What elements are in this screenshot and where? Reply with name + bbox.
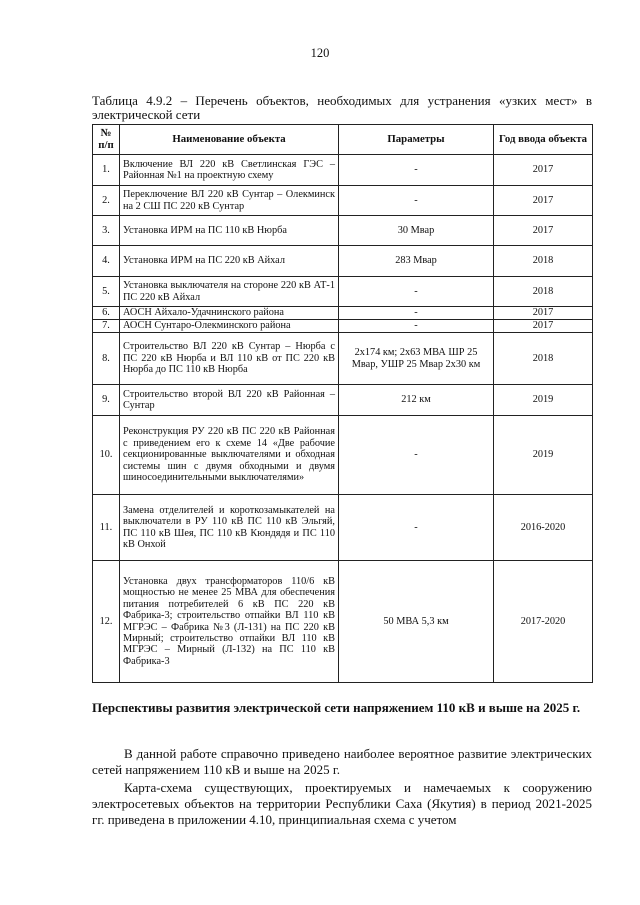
table-row [93, 216, 593, 246]
header-year: Год ввода объекта [494, 125, 593, 155]
row-params: - [339, 416, 494, 495]
table-row [93, 416, 593, 495]
row-params: 212 км [339, 385, 494, 416]
row-name: Строительство второй ВЛ 220 кВ Районная – Сунтар [120, 385, 339, 416]
row-params: - [339, 155, 494, 186]
page-number: 120 [310, 46, 330, 60]
row-params: 50 МВА 5,3 км [339, 561, 494, 683]
row-year: 2019 [494, 385, 593, 416]
table-row [93, 495, 593, 561]
header-name: Наименование объекта [120, 125, 339, 155]
row-num: 8. [93, 333, 120, 385]
row-num: 10. [93, 416, 120, 495]
body-paragraph: В данной работе справочно приведено наиболее вероятное развитие электрических сетей напряжением 110 кВ и выше на 2025 г. [92, 746, 592, 777]
header-params: Параметры [339, 125, 494, 155]
row-name: Реконструкция РУ 220 кВ ПС 220 кВ Районная с приведением его к схеме 14 «Две рабочие секционированные выключателями и обходная системы шин с двумя обходными и двумя шиносоединительными выключателями» [120, 416, 339, 495]
table-row [93, 320, 593, 333]
row-year: 2017-2020 [494, 561, 593, 683]
row-name: Переключение ВЛ 220 кВ Сунтар – Олекминск на 2 СШ ПС 220 кВ Сунтар [120, 186, 339, 216]
row-year: 2017 [494, 155, 593, 186]
row-num: 4. [93, 246, 120, 277]
row-num: 6. [93, 307, 120, 320]
row-year: 2019 [494, 416, 593, 495]
table-row [93, 277, 593, 307]
table-header-row [93, 125, 593, 155]
table-row [93, 561, 593, 683]
section-heading: Перспективы развития электрической сети напряжением 110 кВ и выше на 2025 г. [92, 700, 581, 715]
row-num: 11. [93, 495, 120, 561]
row-num: 12. [93, 561, 120, 683]
row-params: - [339, 186, 494, 216]
row-year: 2017 [494, 216, 593, 246]
row-params: - [339, 307, 494, 320]
table-row [93, 333, 593, 385]
row-year: 2017 [494, 186, 593, 216]
row-num: 1. [93, 155, 120, 186]
row-year: 2018 [494, 333, 593, 385]
row-name: Установка ИРМ на ПС 110 кВ Нюрба [120, 216, 339, 246]
row-params: - [339, 495, 494, 561]
row-params: 2х174 км; 2х63 МВА ШР 25 Мвар, УШР 25 Мвар 2х30 км [339, 333, 494, 385]
row-name: АОСН Сунтаро-Олекминского района [120, 320, 339, 333]
row-name: Установка ИРМ на ПС 220 кВ Айхал [120, 246, 339, 277]
row-num: 7. [93, 320, 120, 333]
row-name: Установка выключателя на стороне 220 кВ АТ-1 ПС 220 кВ Айхал [120, 277, 339, 307]
table-row [93, 307, 593, 320]
row-year: 2017 [494, 307, 593, 320]
objects-table [92, 124, 593, 683]
row-year: 2016-2020 [494, 495, 593, 561]
row-params: 283 Мвар [339, 246, 494, 277]
row-num: 3. [93, 216, 120, 246]
row-year: 2018 [494, 277, 593, 307]
row-params: 30 Мвар [339, 216, 494, 246]
table-row [93, 385, 593, 416]
row-name: Включение ВЛ 220 кВ Светлинская ГЭС – Районная №1 на проектную схему [120, 155, 339, 186]
row-params: - [339, 320, 494, 333]
row-name: АОСН Айхало-Удачнинского района [120, 307, 339, 320]
row-year: 2018 [494, 246, 593, 277]
header-num: № п/п [93, 125, 120, 155]
row-num: 5. [93, 277, 120, 307]
table-row [93, 155, 593, 186]
row-name: Установка двух трансформаторов 110/6 кВ мощностью не менее 25 МВА для обеспечения питания потребителей 6 кВ ПС 220 кВ Фабрика-3; строительство отпайки ВЛ 110 кВ МГРЭС – Фабрика №3 (Л-131) на ПС 220 кВ Мирный; строительство отпайки ВЛ 110 кВ МГРЭС – Мирный (Л-132) на ПС 110 кВ Фабрика-3 [120, 561, 339, 683]
row-name: Строительство ВЛ 220 кВ Сунтар – Нюрба с ПС 220 кВ Нюрба и ВЛ 110 кВ от ПС 220 кВ Нюрба до ПС 110 кВ Нюрба [120, 333, 339, 385]
row-num: 9. [93, 385, 120, 416]
row-year: 2017 [494, 320, 593, 333]
table-caption: Таблица 4.9.2 – Перечень объектов, необходимых для устранения «узких мест» в электрической сети [92, 93, 592, 122]
row-name: Замена отделителей и короткозамыкателей на выключатели в РУ 110 кВ ПС 110 кВ Эльгяй, ПС 110 кВ Шея, ПС 110 кВ Кюндядя и ПС 110 кВ Онхой [120, 495, 339, 561]
row-num: 2. [93, 186, 120, 216]
body-paragraph: Карта-схема существующих, проектируемых и намечаемых к сооружению электросетевых объектов на территории Республики Саха (Якутия) в период 2021-2025 гг. приведена в приложении 4.10, принципиальная схема с учетом [92, 780, 592, 827]
table-row [93, 246, 593, 277]
row-params: - [339, 277, 494, 307]
table-row [93, 186, 593, 216]
